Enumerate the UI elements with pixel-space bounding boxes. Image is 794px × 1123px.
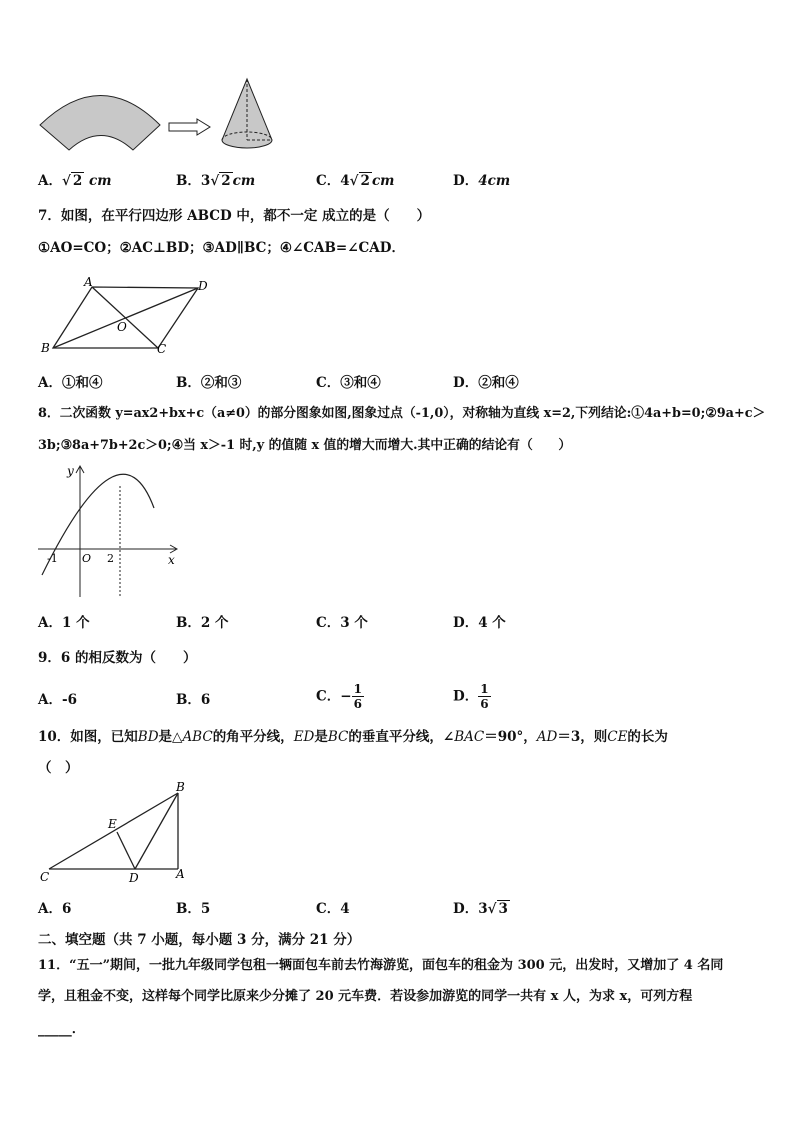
label-d: D	[198, 279, 208, 293]
q11-line1: 11．“五一”期间，一批九年级同学包租一辆面包车前去竹海游览，面包车的租金为 300 元，出发时，又增加了 4 名同	[38, 958, 724, 973]
q7-option-b: B．②和③	[176, 375, 242, 391]
axis-label-y: y	[67, 464, 74, 478]
tick-label-neg1: -1	[47, 552, 58, 565]
q9-option-b: B．6	[176, 692, 211, 708]
q6-option-d: D．4cm	[453, 173, 511, 189]
label-c: C	[40, 870, 50, 884]
q9-stem: 9．6 的相反数为（ ）	[38, 650, 197, 666]
fraction: $\frac{1}{6}$	[353, 682, 362, 711]
q9-option-a: A．-6	[38, 692, 77, 708]
q10-option-a: A．6	[38, 901, 72, 917]
fraction: $\frac{1}{6}$	[480, 682, 489, 711]
origin-label: O	[82, 552, 92, 565]
q8-stem-line2: 3b;③8a+7b+2c＞0;④当 x＞-1 时,y 的值随 x 值的增大而增大.其中正确的结论有（ ）	[38, 438, 572, 453]
q6-option-b: B．3√ 2 cm	[176, 173, 256, 189]
q7-option-a: A．①和④	[38, 375, 103, 391]
parabola-graph	[36, 462, 186, 602]
sqrt-symbol: √ 3	[487, 901, 508, 917]
q10-option-c: C．4	[316, 901, 350, 917]
label-a: A	[84, 275, 93, 289]
q9-option-c: C．− $\frac{1}{6}$	[316, 682, 362, 711]
parallelogram-figure	[38, 272, 218, 362]
sqrt-symbol: √ 2	[61, 173, 83, 189]
sqrt-symbol: √ 2	[210, 173, 231, 189]
q10-stem-line2: （ ）	[38, 760, 79, 776]
q6-option-c: C．4√ 2 cm	[316, 173, 395, 189]
q8-option-c: C．3 个	[316, 615, 368, 631]
q8-option-a: A．1 个	[38, 615, 90, 631]
q10-option-b: B．5	[176, 901, 211, 917]
sector-figure	[36, 76, 166, 156]
section-heading: 二、填空题（共 7 小题，每小题 3 分，满分 21 分）	[38, 932, 361, 948]
q11-line2: 学，且租金不变，这样每个同学比原来少分摊了 20 元车费．若设参加游览的同学一共有 x 人，为求 x，可列方程	[38, 989, 693, 1004]
q10-stem-line1: 10．如图，已知BD是△ABC的角平分线，ED是BC的垂直平分线，∠BAC＝90°，AD＝3，则CE的长为	[38, 729, 668, 745]
label-a: A	[176, 867, 185, 881]
triangle-figure	[36, 780, 206, 890]
tick-label-2: 2	[107, 552, 114, 565]
label-o: O	[117, 320, 127, 334]
q8-option-d: D．4 个	[453, 615, 506, 631]
q10-option-d: D．3√ 3	[453, 901, 508, 917]
label-d: D	[129, 871, 139, 885]
q8-stem-line1: 8．二次函数 y=ax2+bx+c（a≠0）的部分图象如图,图象过点（-1,0），对称轴为直线 x=2,下列结论:①4a+b=0;②9a+c＞	[38, 406, 766, 421]
arrow-icon	[168, 118, 212, 136]
label-e: E	[108, 817, 117, 831]
cone-figure	[218, 76, 278, 160]
q7-stem: 7．如图，在平行四边形 ABCD 中，都不一定 成立的是（ ）	[38, 208, 431, 224]
axis-label-x: x	[168, 553, 175, 567]
q11-answer-blank[interactable]: _____．	[38, 1021, 86, 1037]
q7-conditions: ①AO=CO；②AC⊥BD；③AD∥BC；④∠CAB=∠CAD．	[38, 240, 405, 256]
q7-option-c: C．③和④	[316, 375, 381, 391]
q8-option-b: B．2 个	[176, 615, 229, 631]
q6-option-a: A．√ 2 cm	[38, 173, 112, 189]
q9-option-d: D． $\frac{1}{6}$	[453, 682, 489, 711]
label-b: B	[41, 341, 50, 355]
label-c: C	[157, 342, 167, 356]
label-b: B	[176, 780, 185, 794]
sqrt-symbol: √ 2	[349, 173, 370, 189]
q7-option-d: D．②和④	[453, 375, 519, 391]
